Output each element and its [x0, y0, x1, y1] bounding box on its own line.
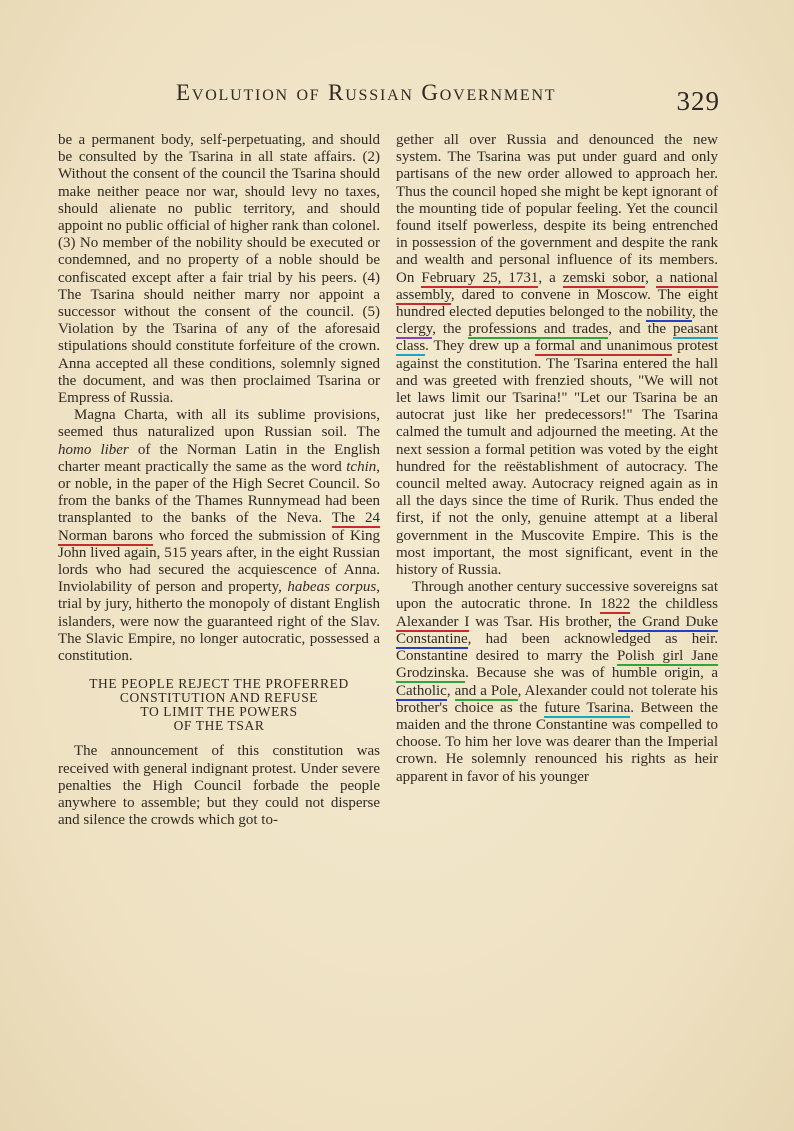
underline-grand-duke: the Grand Duke Constantine [396, 613, 718, 647]
italic-term-tchin: tchin [346, 458, 377, 475]
right-paragraph-1: gether all over Russia and denounced the new system. The Tsarina was put under guard and only partisans of the new order allowed to approach her. Thus the council hoped she might be kept ignorant of the mounting tide of popular feeling. Yet the council found itself powerless, despite its being entrenched in possession of the government and despite the rank and wealth and personal influence of its members. On February 25, 1731, a zemski sobor, a national assembly, dared to convene in Moscow. The eight hundred elected deputies belonged to the nobility, the clergy, the professions and trades, and the peasant class. They drew up a formal and unanimous protest against the constitution. The Tsarina entered the hall and was greeted with frenzied shouts, "We will not let laws limit our Tsarina!" "Let our Tsarina be an autocrat just like her predecessors!" The Tsarina calmed the tumult and adjourned the meeting. At the next session a formal petition was voted by the eight hundred for the reëstablishment of autocracy. The council melted away. Autocracy reigned again as in all the days since the time of Rurik. Thus ended the first, if not the only, genuine attempt at a liberal government in the Muscovite Empire. This is the most important, the most significant, event in the history of Russia. [396, 132, 719, 579]
left-paragraph-3: The announcement of this constitution was received with general indignant protest. Under severe penalties the High Council forbade the people anywhere to assemble; but they could not disperse and silence the crowds which got to- [58, 743, 380, 829]
underline-zemski-sobor: zemski sobor [562, 269, 646, 286]
underline-catholic: Catholic [396, 682, 447, 699]
left-paragraph-1: be a permanent body, self-perpetuating, and should be consulted by the Tsarina in all state affairs. (2) Without the consent of the council the Tsarina should make neither peace nor war, should levy no taxes, should alienate no public territory, and should appoint no public official of higher rank than colonel. (3) No member of the nobility should be executed or condemned, and no property of a noble should be confiscated except after a fair trial by his peers. (4) The Tsarina should neither marry nor appoint a successor without the consent of the council. (5) Violation by the Tsarina of any of the aforesaid stipulations should constitute forfeiture of the crown. Anna accepted all these conditions, solemnly signed the document, and was then proclaimed Tsarina or Empress of Russia. [58, 132, 380, 407]
underline-formal-unanimous: formal and unanimous [535, 338, 673, 355]
section-heading: THE PEOPLE REJECT THE PROFERRED CONSTITUTION AND REFUSE TO LIMIT THE POWERS OF THE TSAR [89, 676, 349, 734]
underline-peasant-class: peasant class [396, 321, 719, 355]
left-column [58, 132, 380, 829]
right-paragraph-2: Through another century successive sovereigns sat upon the autocratic throne. In 1822 the childless Alexander I was Tsar. His brother, the Grand Duke Constantine, had been acknowledged as heir. Constantine desired to marry the Polish girl Jane Grodzinska. Because she was of humble origin, a Catholic, and a Pole, Alexander could not tolerate his brother's choice as the future Tsarina. Between the maiden and the throne Constantine was compelled to choose. To him her love was dearer than the Imperial crown. He solemnly renounced his rights as heir apparent in favor of his younger [396, 579, 719, 785]
underline-norman-barons: The 24 Norman barons [58, 510, 380, 544]
underline-clergy: clergy [396, 321, 433, 338]
underline-pole: and a Pole [454, 682, 518, 699]
italic-term-homo-liber: homo liber [58, 441, 129, 458]
underline-professions: professions and trades [468, 321, 609, 338]
right-column [396, 132, 718, 786]
underline-jane-grodzinska: Polish girl Jane Grodzinska [396, 648, 718, 682]
underline-nobility: nobility [646, 304, 692, 321]
underline-date: February 25, 1731 [421, 269, 539, 286]
underline-alexander: Alexander I [396, 613, 470, 630]
underline-national-assembly: a national assembly [396, 269, 718, 303]
italic-term-habeas-corpus: habeas corpus [287, 579, 377, 596]
underline-year-1822: 1822 [600, 596, 631, 613]
underline-future-tsarina: future Tsarina [544, 699, 631, 716]
page-number: 329 [676, 86, 720, 116]
page-title: Evolution of Russian Government [176, 80, 557, 105]
running-header [170, 80, 730, 116]
left-paragraph-2: Magna Charta, with all its sublime provisions, seemed thus naturalized upon Russian soil. The homo liber of the Norman Latin in the English charter meant practically the same as the word tchin, or noble, in the paper of the High Secret Council. So from the banks of the Thames Runnymead had been transplanted to the banks of the Neva. The 24 Norman barons who forced the submission of King John lived again, 515 years after, in the eight Russian lords who had secured the acquiescence of Anna. Inviolability of person and property, habeas corpus, trial by jury, hitherto the monopoly of distant English islanders, were now the guaranteed right of the Slav. The Slavic Empire, no longer autocratic, possessed a constitution. [58, 407, 380, 665]
